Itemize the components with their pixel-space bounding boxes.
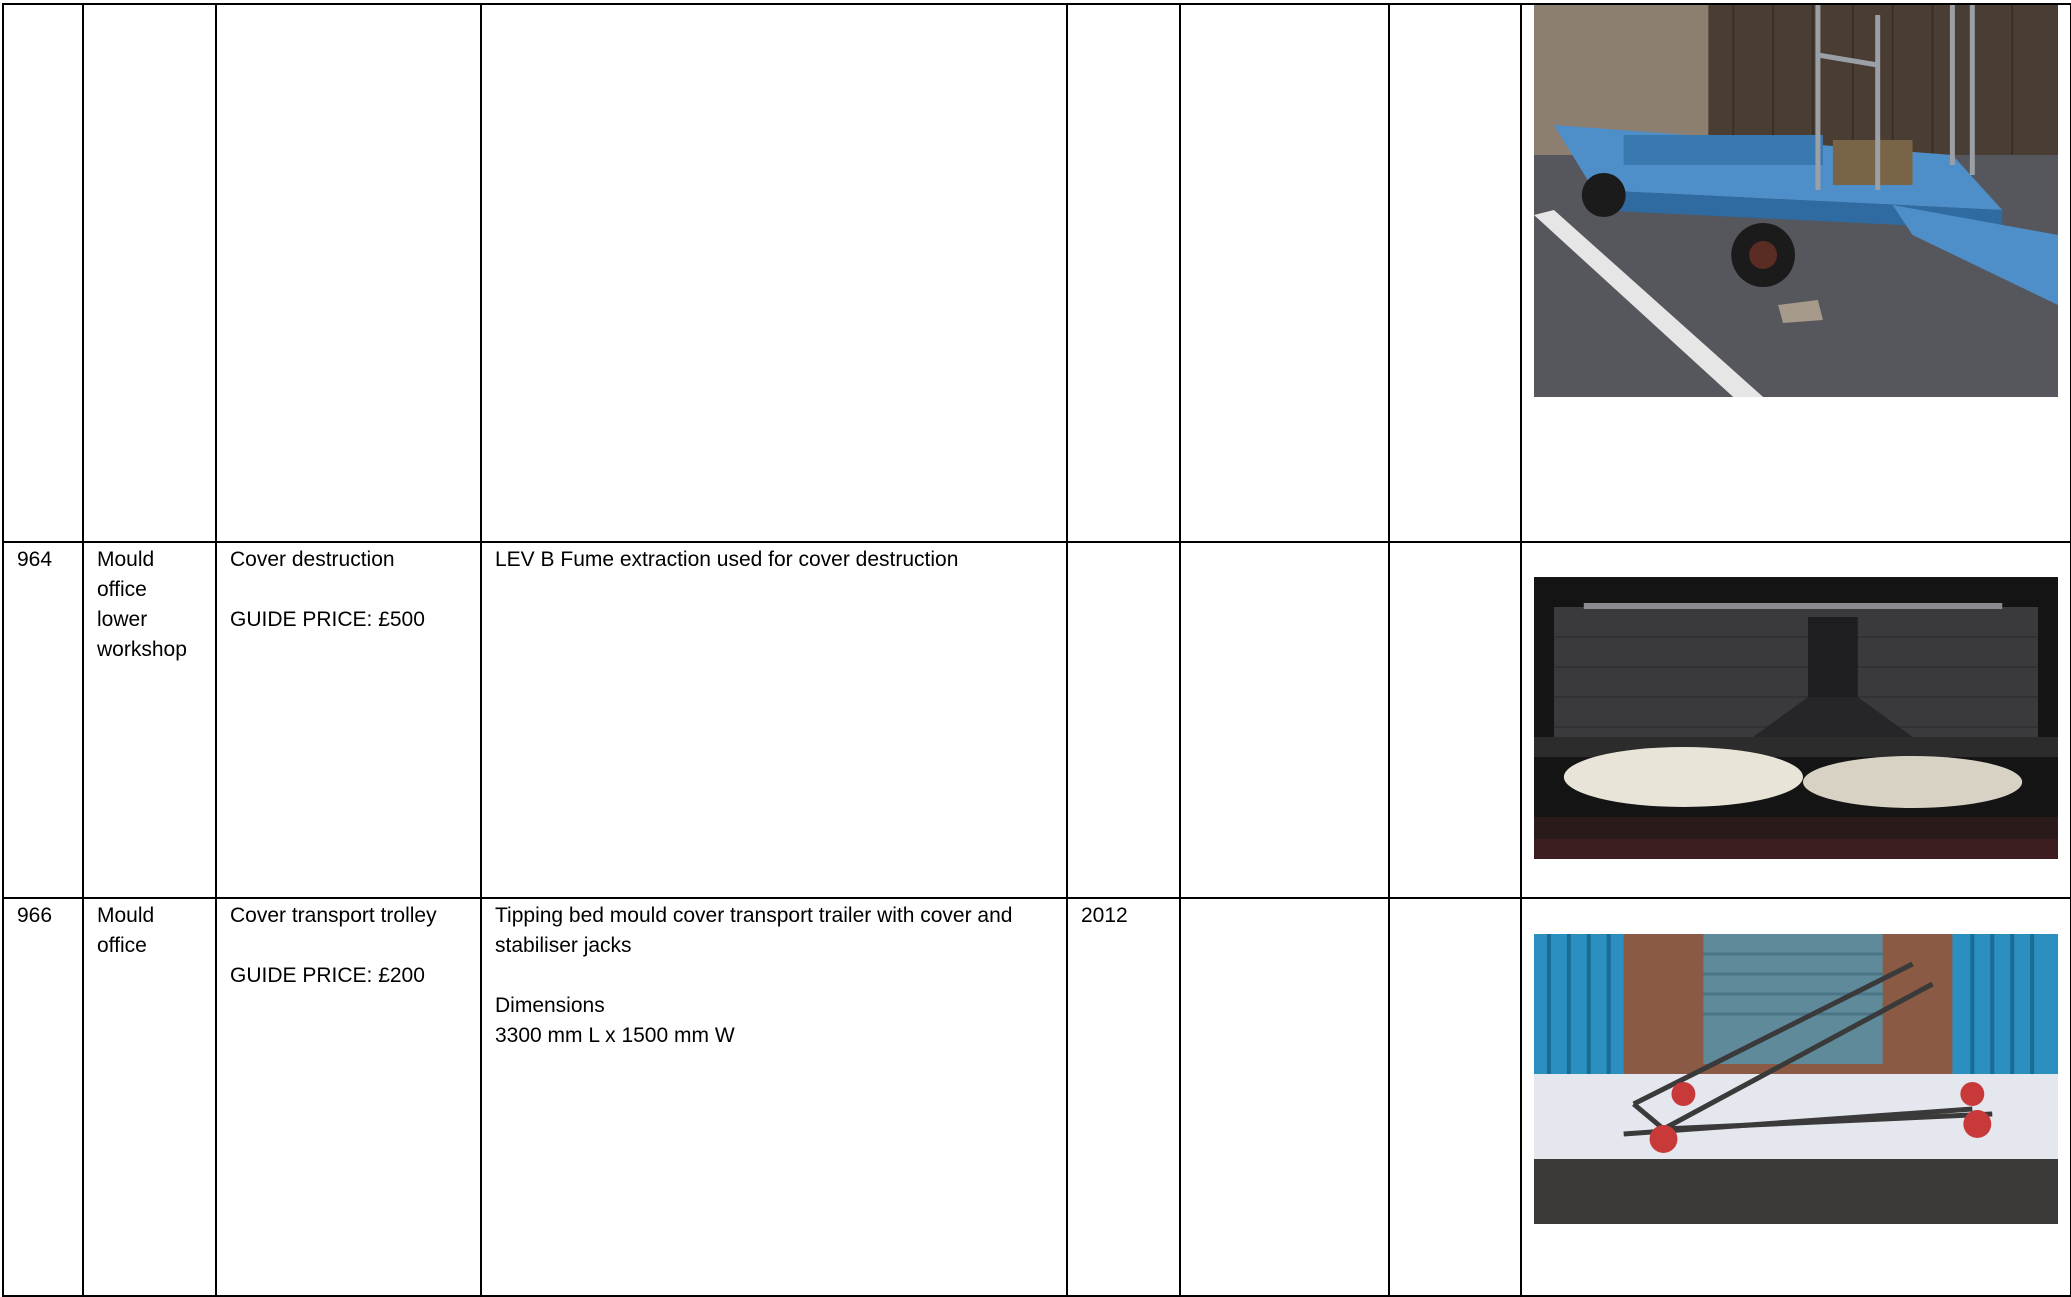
table-row <box>3 542 2071 898</box>
year-cell <box>1067 542 1180 898</box>
location-line: Mould <box>97 548 155 571</box>
item-title: Cover transport trolley <box>230 904 437 927</box>
location-line: Mould <box>97 904 155 927</box>
item-title: Cover destruction <box>230 548 395 571</box>
lot-number-cell: 966 <box>3 898 83 1296</box>
lot-number-cell: 964 <box>3 542 83 898</box>
description-line: 3300 mm L x 1500 mm W <box>495 1024 735 1047</box>
empty-cell <box>1389 4 1521 542</box>
year-cell <box>1067 4 1180 542</box>
empty-cell <box>1389 542 1521 898</box>
description-line <box>495 961 1054 991</box>
fume-extraction-hood-photo <box>1534 577 2058 859</box>
empty-cell <box>1180 898 1389 1296</box>
empty-cell <box>1180 542 1389 898</box>
transport-trolley-photo <box>1534 934 2058 1224</box>
lot-table <box>2 3 2071 1297</box>
guide-price: GUIDE PRICE: £500 <box>230 608 425 631</box>
table-row <box>3 4 2071 542</box>
table-row <box>3 898 2071 1296</box>
year-cell: 2012 <box>1067 898 1180 1296</box>
location-line: office <box>97 934 147 957</box>
description-line: stabiliser jacks <box>495 934 632 957</box>
description-cell <box>481 542 1067 898</box>
empty-cell <box>1180 4 1389 542</box>
photo-cell <box>1521 4 2071 542</box>
blue-flatbed-trailer-photo <box>1534 5 2058 397</box>
description-line: LEV B Fume extraction used for cover destruction <box>495 548 959 571</box>
empty-cell <box>1389 898 1521 1296</box>
photo-cell <box>1521 898 2071 1296</box>
lot-number-cell <box>3 4 83 542</box>
location-cell <box>83 4 216 542</box>
description-cell <box>481 898 1067 1296</box>
description-line: Tipping bed mould cover transport trailer with cover and <box>495 904 1013 927</box>
location-line: office <box>97 578 147 601</box>
title-cell <box>216 898 481 1296</box>
title-cell <box>216 4 481 542</box>
location-line: workshop <box>97 638 187 661</box>
title-cell <box>216 542 481 898</box>
location-cell <box>83 898 216 1296</box>
location-cell <box>83 542 216 898</box>
location-line: lower <box>97 608 148 631</box>
photo-cell <box>1521 542 2071 898</box>
guide-price: GUIDE PRICE: £200 <box>230 964 425 987</box>
description-line: Dimensions <box>495 994 605 1017</box>
description-cell <box>481 4 1067 542</box>
